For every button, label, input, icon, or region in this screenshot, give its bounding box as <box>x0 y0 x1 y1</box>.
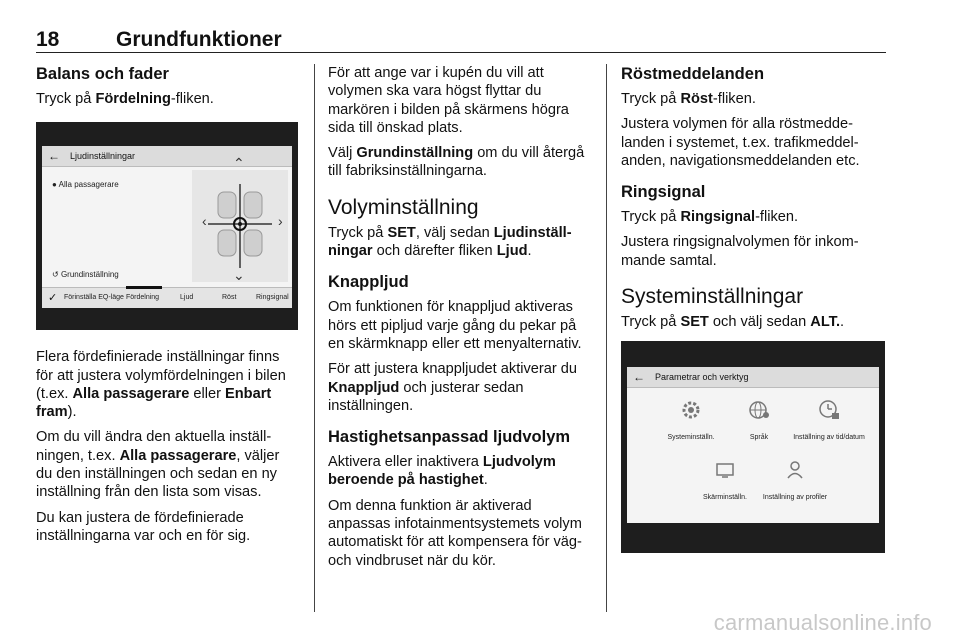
back-arrow-icon: ← <box>633 370 645 385</box>
app-display-settings <box>687 459 763 507</box>
paragraph: För att justera knappljudet aktiverar du Knappljud och justerar sedan inställningen. <box>328 361 578 414</box>
tab-ringsignal: Ringsignal <box>256 294 289 302</box>
paragraph: Flera fördefinierade inställningar finns för att justera volymfördelningen i bilen (t.ex. Alla passagerare eller Enbart fram). <box>36 349 286 421</box>
profile-icon <box>783 459 807 481</box>
tab-rost: Röst <box>222 294 237 302</box>
paragraph: Justera volymen för alla röstmeddelanden i systemet, t.ex. trafikmeddelanden, navigationsmeddelanden etc. <box>621 116 860 169</box>
tab-bar <box>42 287 292 308</box>
app-time-date <box>791 399 867 447</box>
gear-icon <box>679 399 703 421</box>
preset-label: Alla passagerare <box>58 180 119 190</box>
reset-icon: ↺ <box>52 270 59 279</box>
sound-settings-screenshot <box>36 122 298 330</box>
heading-ringtone: Ringsignal <box>621 183 706 202</box>
back-arrow-icon: ← <box>48 149 60 164</box>
reset-label: Grundinställning <box>60 270 119 279</box>
column-1 <box>36 64 298 552</box>
tab-ljud: Ljud <box>180 294 194 302</box>
column-3 <box>621 64 891 553</box>
tab-eq: Förinställa EQ-läge <box>64 294 124 302</box>
paragraph: Om denna funktion är aktiverad anpassas infotainmentsystemets volym automatiskt för att kompensera för väg- och vindbruset när du kör. <box>328 497 582 569</box>
chevron-right-icon: › <box>278 213 283 230</box>
screen-title: Parametrar och verktyg <box>655 372 749 383</box>
system-settings-screenshot <box>621 341 885 553</box>
app-label: Inställning av tid/datum <box>793 434 865 442</box>
page-number: 18 <box>36 28 60 51</box>
paragraph: Aktivera eller inaktivera Ljudvolym beroende på hastighet. <box>328 454 556 489</box>
app-system-settings <box>653 399 729 447</box>
heading-balance: Balans och fader <box>36 65 169 83</box>
screen-title: Ljudinställningar <box>70 151 136 162</box>
paragraph: För att ange var i kupén du vill att volymen ska vara högst flyttar du markören i bilden på skärmens högra sida till önskad plats. <box>328 65 569 136</box>
page-header <box>36 28 886 53</box>
title-bar <box>42 146 292 167</box>
watermark: carmanualsonline.info <box>713 610 932 635</box>
title-bar <box>627 367 879 388</box>
preset-option <box>52 176 119 194</box>
reset-option <box>52 266 119 284</box>
app-language <box>721 399 797 447</box>
display-icon <box>713 459 737 481</box>
chapter-title: Grundfunktioner <box>116 28 282 51</box>
paragraph: Justera ringsignalvolymen för inkommande samtal. <box>621 234 859 269</box>
app-profiles <box>757 459 833 507</box>
paragraph: Tryck på Fördelning-fliken. <box>36 91 214 107</box>
paragraph: Du kan justera de fördefinierade inställningarna var och en för sig. <box>36 509 251 544</box>
column-2 <box>328 64 592 577</box>
paragraph: Tryck på Röst-fliken. <box>621 91 756 107</box>
paragraph: Välj Grundinställning om du vill återgå till fabriksinställningarna. <box>328 145 585 180</box>
app-label: Skärminställn. <box>703 494 747 502</box>
chevron-up-icon: ⌃ <box>233 155 245 172</box>
paragraph: Tryck på Ringsignal-fliken. <box>621 209 799 226</box>
heading-system: Systeminställningar <box>621 285 804 309</box>
screen <box>627 367 879 523</box>
screen <box>42 146 292 308</box>
heading-volume: Volyminställning <box>328 195 479 219</box>
column-divider <box>314 64 315 612</box>
clock-icon <box>817 399 841 421</box>
column-divider <box>606 64 607 612</box>
app-label: Systeminställn. <box>667 434 715 442</box>
tab-fordelning: Fördelning <box>126 294 160 302</box>
radio-icon: ● <box>52 180 57 190</box>
paragraph: Tryck på SET och välj sedan ALT.. <box>621 314 845 331</box>
heading-voice: Röstmeddelanden <box>621 65 765 83</box>
paragraph: Tryck på SET, välj sedan Ljudinställningar och därefter fliken Ljud. <box>328 224 572 260</box>
paragraph: Om funktionen för knappljud aktiveras hörs ett pipljud varje gång du pekar på en skärmknapp eller ett menyalternativ. <box>328 299 582 352</box>
heading-speed-volume: Hastighetsanpassad ljudvolym <box>328 428 571 447</box>
chevron-down-icon: ⌄ <box>233 267 245 284</box>
heading-click-sound: Knappljud <box>328 273 409 292</box>
check-icon: ✓ <box>48 292 58 305</box>
chevron-left-icon: ‹ <box>202 213 207 230</box>
app-label: Språk <box>749 434 769 442</box>
globe-icon <box>747 399 771 421</box>
paragraph: Om du vill ändra den aktuella inställningen, t.ex. Alla passagerare, väljer du den inställningen och sedan en ny inställning från den lista som visas. <box>36 429 280 501</box>
app-label: Inställning av profiler <box>762 494 828 502</box>
